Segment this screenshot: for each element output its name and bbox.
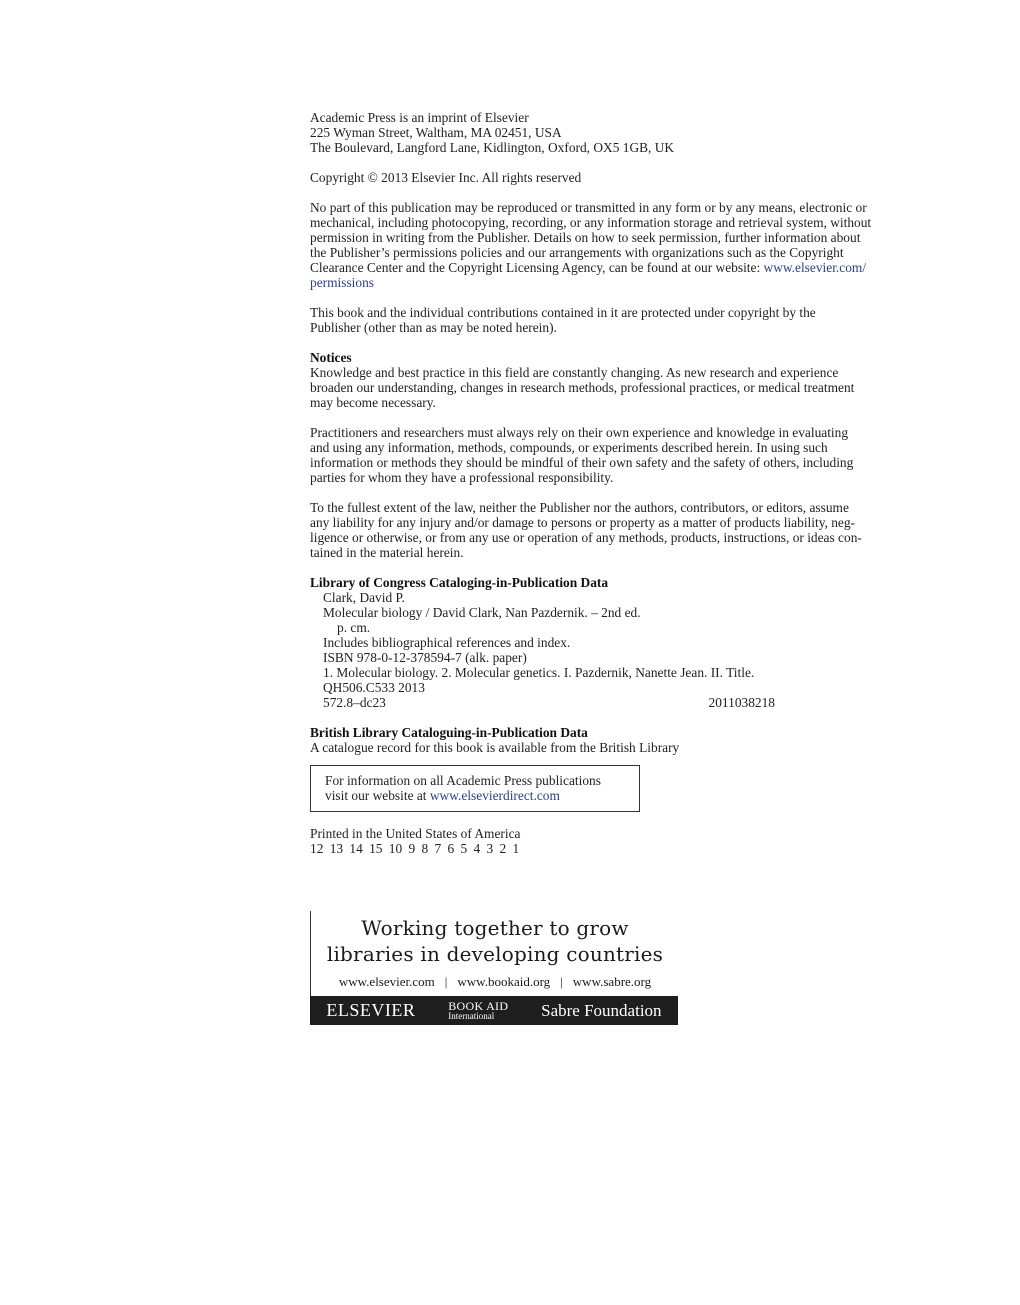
elsevier-logo: ELSEVIER bbox=[326, 1000, 416, 1020]
bookaid-logo bbox=[448, 998, 509, 1021]
print-number: 4 bbox=[473, 841, 481, 856]
info-box bbox=[310, 765, 640, 812]
loc-callno: QH506.C533 2013 bbox=[323, 680, 425, 695]
banner-urls bbox=[311, 974, 679, 990]
notices-line: Practitioners and researchers must always rely on their own experience and knowledge in evaluating bbox=[310, 425, 849, 440]
notices-line: ligence or otherwise, or from any use or operation of any methods, products, instructions, or ideas con- bbox=[310, 530, 862, 545]
print-number: 8 bbox=[421, 841, 429, 856]
permissions-line: the Publisher’s permissions policies and our arrangements with organizations such as the Copyright bbox=[310, 245, 844, 260]
print-number: 6 bbox=[447, 841, 455, 856]
bookaid-url[interactable]: www.bookaid.org bbox=[457, 974, 551, 989]
notices-line: broaden our understanding, changes in research methods, professional practices, or medical treatment bbox=[310, 380, 855, 395]
elsevier-url[interactable]: www.elsevier.com bbox=[338, 974, 435, 989]
loc-lccn: 2011038218 bbox=[708, 695, 775, 710]
notices-line: any liability for any injury and/or damage to persons or property as a matter of products liability, neg- bbox=[310, 515, 856, 530]
loc-classification-row bbox=[310, 695, 775, 710]
sabre-logo: Sabre Foundation bbox=[541, 1000, 662, 1020]
permissions-line bbox=[310, 260, 920, 275]
permissions-paragraph bbox=[310, 200, 920, 290]
notices-line: Knowledge and best practice in this field are constantly changing. As new research and experience bbox=[310, 365, 839, 380]
notices-line: parties for whom they have a professional responsibility. bbox=[310, 470, 614, 485]
protection-line: This book and the individual contributions contained in it are protected under copyright by the bbox=[310, 305, 816, 320]
permissions-text: Clearance Center and the Copyright Licensing Agency, can be found at our website: bbox=[310, 260, 764, 275]
notices-line: and using any information, methods, compounds, or experiments described herein. In using such bbox=[310, 440, 828, 455]
sabre-url[interactable]: www.sabre.org bbox=[572, 974, 652, 989]
print-number: 15 bbox=[369, 841, 383, 856]
loc-includes: Includes bibliographical references and index. bbox=[323, 635, 571, 650]
print-number: 3 bbox=[486, 841, 494, 856]
bl-heading: British Library Cataloguing-in-Publication Data bbox=[310, 725, 588, 740]
loc-pages: p. cm. bbox=[337, 620, 371, 635]
loc-title: Molecular biology / David Clark, Nan Pazdernik. – 2nd ed. bbox=[323, 605, 641, 620]
info-line: For information on all Academic Press publications bbox=[325, 773, 601, 788]
protection-line: Publisher (other than as may be noted herein). bbox=[310, 320, 557, 335]
print-number: 5 bbox=[460, 841, 468, 856]
bl-text: A catalogue record for this book is available from the British Library bbox=[310, 740, 680, 755]
permissions-link[interactable]: www.elsevier.com/ bbox=[763, 260, 867, 275]
notices-line: may become necessary. bbox=[310, 395, 436, 410]
print-number: 9 bbox=[408, 841, 416, 856]
info-text: visit our website at bbox=[325, 788, 430, 803]
banner-top bbox=[310, 911, 678, 996]
print-number: 12 bbox=[310, 841, 324, 856]
copyright-line: Copyright © 2013 Elsevier Inc. All rights reserved bbox=[310, 170, 582, 185]
url-separator: | bbox=[560, 974, 563, 989]
notices-line: To the fullest extent of the law, neither the Publisher nor the authors, contributors, or editors, assume bbox=[310, 500, 849, 515]
notices-line: tained in the material herein. bbox=[310, 545, 464, 560]
loc-subjects: 1. Molecular biology. 2. Molecular genetics. I. Pazdernik, Nanette Jean. II. Title. bbox=[323, 665, 755, 680]
elsevierdirect-link[interactable]: www.elsevierdirect.com bbox=[429, 788, 560, 803]
imprint-line: Academic Press is an imprint of Elsevier bbox=[310, 110, 529, 125]
address-us: 225 Wyman Street, Waltham, MA 02451, USA bbox=[310, 125, 562, 140]
copyright-page bbox=[310, 110, 920, 856]
bookaid-logo-subtext: International bbox=[448, 1010, 495, 1021]
notices-heading: Notices bbox=[310, 350, 352, 365]
printing-numbers bbox=[310, 841, 920, 856]
url-separator: | bbox=[444, 974, 448, 989]
loc-heading: Library of Congress Cataloging-in-Publication Data bbox=[310, 575, 609, 590]
print-number: 14 bbox=[349, 841, 363, 856]
info-line bbox=[325, 788, 625, 803]
loc-isbn: ISBN 978-0-12-378594-7 (alk. paper) bbox=[323, 650, 527, 665]
permissions-line: permission in writing from the Publisher. Details on how to seek permission, further information about bbox=[310, 230, 861, 245]
bookaid-banner bbox=[310, 911, 678, 1025]
print-number: 7 bbox=[434, 841, 442, 856]
permissions-link-continued[interactable]: permissions bbox=[310, 275, 374, 290]
bookaid-logo-text: BOOK AID bbox=[448, 998, 509, 1013]
printed-in: Printed in the United States of America bbox=[310, 826, 521, 841]
print-number: 13 bbox=[329, 841, 344, 856]
banner-logo-bar bbox=[310, 996, 678, 1025]
print-number: 2 bbox=[499, 841, 507, 856]
banner-tagline-2: libraries in developing countries bbox=[326, 942, 664, 966]
address-uk: The Boulevard, Langford Lane, Kidlington, Oxford, OX5 1GB, UK bbox=[310, 140, 675, 155]
print-number: 10 bbox=[388, 841, 403, 856]
permissions-line: No part of this publication may be reproduced or transmitted in any form or by any means, electronic or bbox=[310, 200, 867, 215]
permissions-line: mechanical, including photocopying, recording, or any information storage and retrieval system, without bbox=[310, 215, 872, 230]
loc-author: Clark, David P. bbox=[323, 590, 405, 605]
print-number: 1 bbox=[512, 841, 520, 856]
banner-tagline-1: Working together to grow bbox=[361, 916, 629, 940]
notices-line: information or methods they should be mindful of their own safety and the safety of others, including bbox=[310, 455, 854, 470]
loc-dewey: 572.8–dc23 bbox=[323, 695, 386, 710]
